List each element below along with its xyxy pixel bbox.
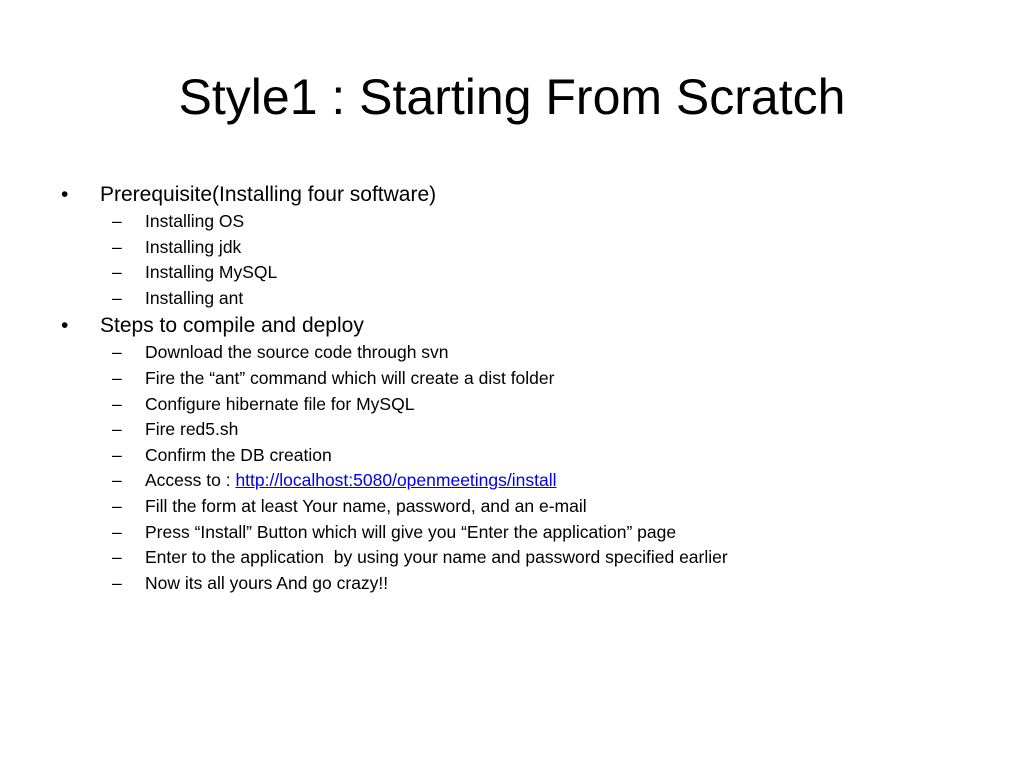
dash-icon: –	[112, 236, 122, 257]
dash-icon: –	[112, 419, 122, 440]
dash-icon: –	[112, 470, 122, 491]
bullet-text: Steps to compile and deploy	[100, 314, 364, 338]
sub-item	[0, 392, 1024, 418]
sub-item	[0, 494, 1024, 520]
sub-item	[0, 468, 1024, 494]
dash-icon: –	[112, 393, 122, 414]
dash-icon: –	[112, 495, 122, 516]
sub-item	[0, 571, 1024, 597]
dash-icon: –	[112, 572, 122, 593]
dash-icon: –	[112, 444, 122, 465]
dash-icon: –	[112, 262, 122, 283]
sub-item	[0, 340, 1024, 366]
sub-item	[0, 209, 1024, 235]
sub-item-text: Download the source code through svn	[145, 342, 449, 363]
install-link[interactable]: http://localhost:5080/openmeetings/install	[235, 470, 557, 491]
sub-item-text: Access to :	[145, 470, 236, 491]
sub-item	[0, 520, 1024, 546]
dash-icon: –	[112, 521, 122, 542]
slide-title: Style1 : Starting From Scratch	[178, 69, 846, 125]
sub-item-text: Installing OS	[145, 211, 245, 231]
sub-item-text: Installing ant	[145, 287, 244, 308]
dash-icon: –	[112, 342, 122, 363]
sub-item	[0, 260, 1024, 286]
bullet-icon: •	[61, 183, 69, 206]
sub-item	[0, 235, 1024, 261]
dash-icon: –	[112, 547, 122, 568]
sub-item-text: Fill the form at least Your name, password, and an e-mail	[145, 495, 587, 516]
bullet-icon: •	[61, 314, 69, 338]
sub-item	[0, 286, 1024, 312]
bullet-prerequisite	[0, 180, 1024, 209]
sub-item-text: Configure hibernate file for MySQL	[145, 393, 415, 414]
sub-item	[0, 443, 1024, 469]
sub-item-text: Installing MySQL	[145, 262, 278, 283]
sub-item-text: Fire the “ant” command which will create a dist folder	[145, 367, 555, 388]
sub-item-text: Confirm the DB creation	[145, 444, 332, 465]
sub-item-text: Fire red5.sh	[145, 419, 239, 440]
dash-icon: –	[112, 211, 122, 231]
sub-item-text: Press “Install” Button which will give you “Enter the application” page	[145, 521, 677, 542]
dash-icon: –	[112, 367, 122, 388]
bullet-steps	[0, 311, 1024, 340]
bullet-list	[0, 180, 1024, 596]
dash-icon: –	[112, 287, 122, 308]
sub-item	[0, 366, 1024, 392]
sub-item-text: Now its all yours And go crazy!!	[145, 572, 389, 593]
sub-item	[0, 545, 1024, 571]
sub-item	[0, 417, 1024, 443]
bullet-text: Prerequisite(Installing four software)	[100, 183, 437, 206]
sub-item-text: Enter to the application by using your name and password specified earlier	[145, 547, 728, 568]
sub-item-text: Installing jdk	[145, 236, 242, 257]
